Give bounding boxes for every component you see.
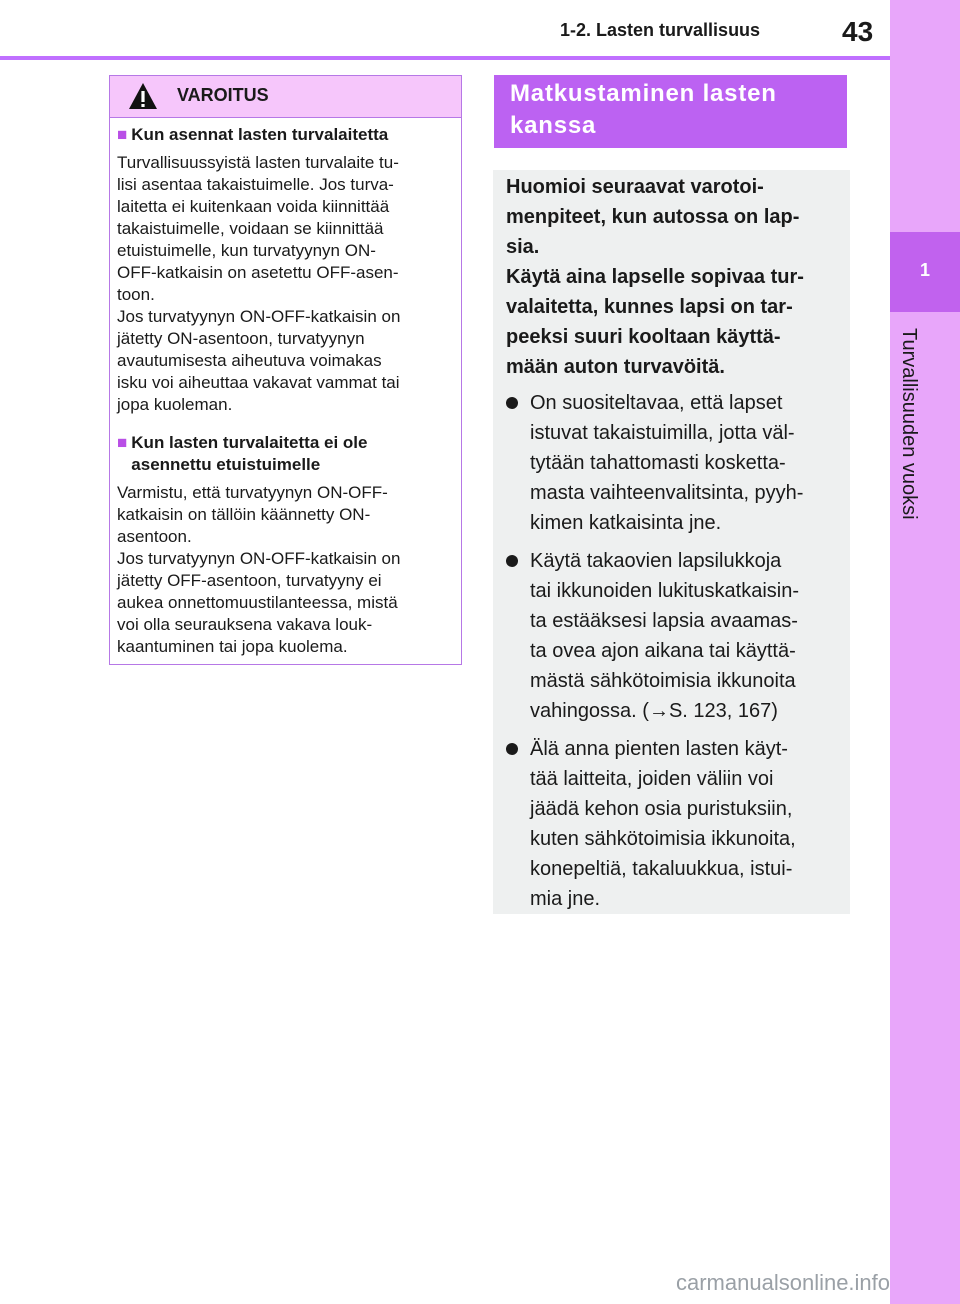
- bullet-dot-icon: [506, 743, 518, 755]
- bullet-line: kimen katkaisinta jne.: [530, 512, 722, 534]
- square-bullet-icon: ■: [117, 125, 128, 144]
- bullet-dot-icon: [506, 397, 518, 409]
- text-line: etuistuimelle, kun turvatyynyn ON-: [117, 241, 376, 260]
- square-bullet-icon: ■: [117, 433, 128, 452]
- bullet-line: On suositeltavaa, että lapset: [530, 392, 783, 414]
- list-item: [506, 734, 840, 914]
- page-number: 43: [842, 16, 874, 47]
- intro-line: sia.: [506, 236, 540, 258]
- bullet-line: masta vaihteenvalitsinta, pyyh-: [530, 482, 804, 504]
- bullet-line: istuvat takaistuimilla, jotta väl-: [530, 422, 795, 444]
- chapter-tab-number: 1: [919, 260, 930, 280]
- warning-body: [110, 118, 461, 658]
- list-item: [506, 546, 840, 726]
- subheading-line: Kun asennat lasten turvalaitetta: [131, 125, 389, 144]
- bullet-dot-icon: [506, 555, 518, 567]
- section-title-line: Matkustaminen lasten: [510, 80, 777, 107]
- text-line: OFF-katkaisin on asetettu OFF-asen-: [117, 263, 399, 282]
- chapter-tab[interactable]: [890, 232, 960, 312]
- text-line: isku voi aiheuttaa vakavat vammat tai: [117, 373, 400, 392]
- bullet-line: mästä sähkötoimisia ikkunoita: [530, 670, 796, 692]
- text-line: katkaisin on tällöin käännetty ON-: [117, 505, 371, 524]
- bullet-line: tytään tahattomasti kosketta-: [530, 452, 786, 474]
- warning-header: [110, 76, 461, 118]
- section-title-line: kanssa: [510, 112, 597, 139]
- intro-line: menpiteet, kun autossa on lap-: [506, 206, 800, 228]
- bullet-line: ta ovea ajon aikana tai käyttä-: [530, 640, 796, 662]
- text-line: toon.: [117, 285, 155, 304]
- subheading-line: asennettu etuistuimelle: [131, 455, 321, 474]
- text-line: Jos turvatyynyn ON-OFF-katkaisin on: [117, 549, 401, 568]
- bullet-line: tai ikkunoiden lukituskatkaisin-: [530, 580, 800, 602]
- bullet-line: Käytä takaovien lapsilukkoja: [530, 550, 782, 572]
- info-intro: [506, 172, 840, 382]
- text-line: jopa kuoleman.: [117, 395, 233, 414]
- intro-line: Käytä aina lapselle sopivaa tur-: [506, 266, 804, 288]
- text-line: voi olla seurauksena vakava louk-: [117, 615, 373, 634]
- bullet-line: Älä anna pienten lasten käyt-: [530, 738, 788, 760]
- info-box: [493, 170, 850, 914]
- bullet-line: konepeltiä, takaluukkua, istui-: [530, 858, 793, 880]
- header-divider: [0, 56, 890, 60]
- warning-subheading: [117, 124, 453, 146]
- text-line: laitetta ei kuitenkaan voida kiinnittää: [117, 197, 390, 216]
- footer-watermark: carmanualsonline.info: [676, 1270, 891, 1295]
- text-line: avautumisesta aiheutuva voimakas: [117, 351, 382, 370]
- text-line: aukea onnettomuustilanteessa, mistä: [117, 593, 398, 612]
- header-title: 1-2. Lasten turvallisuus: [560, 20, 761, 40]
- warning-subheading: [117, 432, 453, 476]
- subheading-line: Kun lasten turvalaitetta ei ole: [131, 433, 368, 452]
- text-line: takaistuimelle, voidaan se kiinnittää: [117, 219, 384, 238]
- intro-line: mään auton turvavöitä.: [506, 356, 725, 378]
- warning-triangle-icon: [128, 82, 158, 115]
- chapter-side-strip: [890, 0, 960, 1304]
- intro-line: valaitetta, kunnes lapsi on tar-: [506, 296, 793, 318]
- text-line: asentoon.: [117, 527, 192, 546]
- text-line: lisi asentaa takaistuimelle. Jos turva-: [117, 175, 394, 194]
- section-title-box: [494, 75, 847, 148]
- warning-paragraph: [117, 482, 453, 658]
- bullet-line: mia jne.: [530, 888, 601, 910]
- warning-box: [109, 75, 462, 665]
- bullet-line: ta estääksesi lapsia avaamas-: [530, 610, 798, 632]
- text-line: kaantuminen tai jopa kuolema.: [117, 637, 348, 656]
- intro-line: Huomioi seuraavat varotoi-: [506, 176, 764, 198]
- section-title: [510, 78, 831, 142]
- text-line: Turvallisuussyistä lasten turvalaite tu-: [117, 153, 399, 172]
- text-line: Jos turvatyynyn ON-OFF-katkaisin on: [117, 307, 401, 326]
- list-item: [506, 388, 840, 538]
- bullet-line: vahingossa. (→S. 123, 167): [530, 700, 778, 722]
- bullet-line: tää laitteita, joiden väliin voi: [530, 768, 774, 790]
- intro-line: peeksi suuri kooltaan käyttä-: [506, 326, 781, 348]
- text-line: jätetty ON-asentoon, turvatyynyn: [117, 329, 365, 348]
- text-line: Varmistu, että turvatyynyn ON-OFF-: [117, 483, 388, 502]
- bullet-line: jäädä kehon osia puristuksiin,: [530, 798, 793, 820]
- text-line: jätetty OFF-asentoon, turvatyyny ei: [117, 571, 382, 590]
- chapter-tab-label: Turvallisuuden vuoksi: [898, 328, 920, 520]
- bullet-line: kuten sähkötoimisia ikkunoita,: [530, 828, 796, 850]
- warning-title: VAROITUS: [177, 85, 269, 105]
- warning-paragraph: [117, 152, 453, 416]
- bullet-list: [506, 388, 840, 914]
